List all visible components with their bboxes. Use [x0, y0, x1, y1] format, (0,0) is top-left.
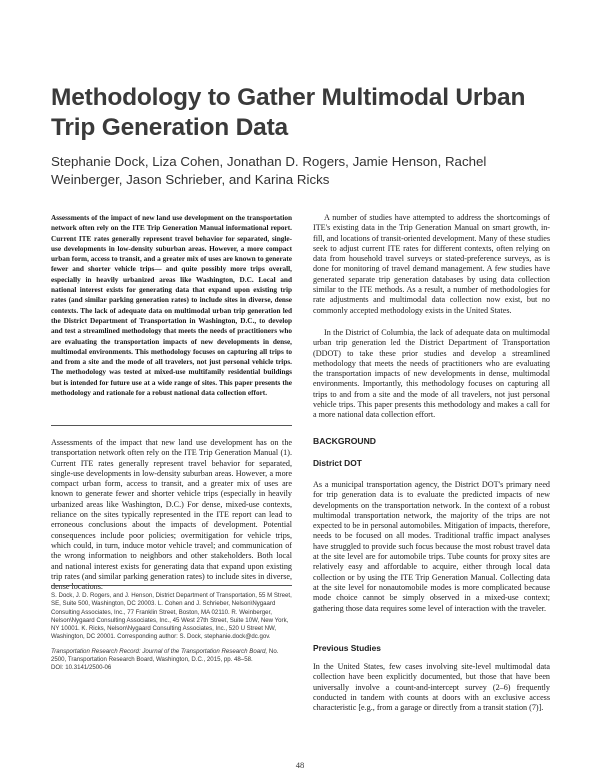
footnote-journal-name: Transportation Research Record: Journal of the Transportation Research Board,	[51, 647, 268, 655]
footnote-doi: DOI: 10.3141/2500-06	[51, 664, 112, 672]
subsection-heading-district-dot: District DOT	[313, 458, 362, 468]
footnote-divider	[51, 585, 292, 586]
section-heading-background: BACKGROUND	[313, 436, 377, 446]
intro-paragraph: Assessments of the impact that new land use development has on the transportation network often rely on the ITE Trip Generation Manual (1). Current ITE rates generally represent travel behavior for separated, single-use developments in low-density suburban areas. However, a more compact urban form, access to transit, and a greater mix of uses are known to generate fewer and shorter vehicle trips (especially in heavily urbanized areas like Washington, D.C.) For dense, mixed-use contexts, reliance on the sites typically represented in the ITE report can lead to erroneous conclusions about the impacts of development. Potential consequences include poor policies; overmitigation for vehicle trips, which could, in turn, induce motor vehicle travel; and communication of the wrong information to neighbors and other stakeholders. Both local and national interest exists for generating data that expand upon existing trip rates (and similar parking generation rates) to include sites in diverse, dense locations.	[51, 438, 292, 592]
footnote-citation	[51, 648, 292, 673]
footnote-affiliations: S. Dock, J. D. Rogers, and J. Henson, District Department of Transportation, 55 M Street, SE, Suite 500, Washington, DC 20003. L. Cohen and J. Schrieber, Nelson\Nygaard Consulting Associates, Inc., 77 Franklin Street, Boston, MA 02110. R. Weinberger, Nelson\Nygaard Consulting Associates, Inc., 45 West 27th Street, Suite 10W, New York, NY 10001. K. Ricks, Nelson\Nygaard Consulting Associates, Inc., 520 U Street NW, Washington, DC 20001. Corresponding author: S. Dock, stephanie.dock@dc.gov.	[51, 592, 292, 641]
right-paragraph-2: In the District of Columbia, the lack of adequate data on multimodal urban trip generation led the District Department of Transportation (DDOT) to take these prior studies and develop a streamlined methodology that meets the needs of practitioners who are evaluating the transportation impacts of new developments in dense, multimodal environments. Importantly, this methodology focuses on capturing all trips to and from a site and the mode of all travelers, not just personal vehicle trips. This paper presents this methodology and makes a call for a more national data collection effort.	[313, 328, 550, 420]
abstract: Assessments of the impact of new land use development on the transportation network often rely on the ITE Trip Generation Manual informational report. Current ITE rates generally represent travel behavior for separated, single-use developments in low-density suburban areas. However, a more compact urban form, access to transit, and a greater mix of uses are known to generate fewer and shorter vehicle trips— and quite possibly more trips overall, especially in heavily urbanized areas like Washington, D.C. Local and national interest exists for generating data that expand upon existing trip rates (and similar parking generation rates) to include sites in diverse, dense contexts. The lack of adequate data on multimodal urban trip generation led the District Department of Transportation in Washington, D.C., to develop and test a streamlined methodology that meets the needs of practitioners who are evaluating the transportation impacts of new developments in dense, multimodal environments. This methodology focuses on capturing all trips to and from a site and the mode of all travelers, not just personal vehicle trips. The methodology was tested at mixed-use multifamily residential buildings but is intended for future use at a wide range of sites. This paper presents the methodology and rationale for a robust national data collection effort.	[51, 214, 292, 398]
footnote-journal-rest: No. 2500, Transportation Research Board, Washington, D.C., 2015, pp. 48–58.	[51, 647, 279, 664]
author-list: Stephanie Dock, Liza Cohen, Jonathan D. Rogers, Jamie Henson, Rachel Weinberger, Jason Schrieber, and Karina Ricks	[51, 154, 487, 187]
paper-title: Methodology to Gather Multimodal Urban Trip Generation Data	[51, 84, 526, 141]
right-paragraph-1: A number of studies have attempted to address the shortcomings of ITE's existing data in the Trip Generation Manual on smart growth, in-fill, and locations of transit-oriented development. Many of these studies seek to adjust current ITE rates for different contexts, often relying on data from household travel surveys or stated-preference surveys, as is done for monitoring of travel demand management. A few studies have generated separate trip generation databases by using data collection similar to the ITE methods. As a result, a number of methodologies for rate adjustments and multimodal data collection now exist, but no commonly accepted methodology exists in the United States.	[313, 213, 550, 315]
page-number: 48	[295, 760, 305, 770]
abstract-divider	[51, 425, 292, 426]
subsection-heading-previous-studies: Previous Studies	[313, 643, 381, 653]
previous-studies-paragraph: In the United States, few cases involving site-level multimodal data collection have been explicitly documented, but those that have been universally involve a count-and-intercept survey (2–6) frequently conducted in tandem with counts at doors with an exclusive access characteristic [e.g., from a garage or directly from a transit station (7)].	[313, 662, 550, 713]
footnote-block	[51, 592, 292, 673]
district-dot-paragraph: As a municipal transportation agency, the District DOT's primary need for trip generation data is to evaluate the predicted impacts of new developments on the transportation network. In the context of a robust multimodal transportation network, the majority of the trips are not expected to be in personal automobiles. Mitigation of impacts, therefore, needs to be focused on all modes. Traditional traffic impact analyses have struggled to provide such focus because the most robust travel data at the site level are for automobile trips. Tube counts for proxy sites are relatively easy and affordable to acquire, either through local data collection or by using the ITE Trip Generation Manual. Collecting data at the site level for nonautomobile modes is more complicated because mode choice cannot be simply observed in a mixed-use context; gathering those data requires some level of interaction with the traveler.	[313, 480, 550, 613]
